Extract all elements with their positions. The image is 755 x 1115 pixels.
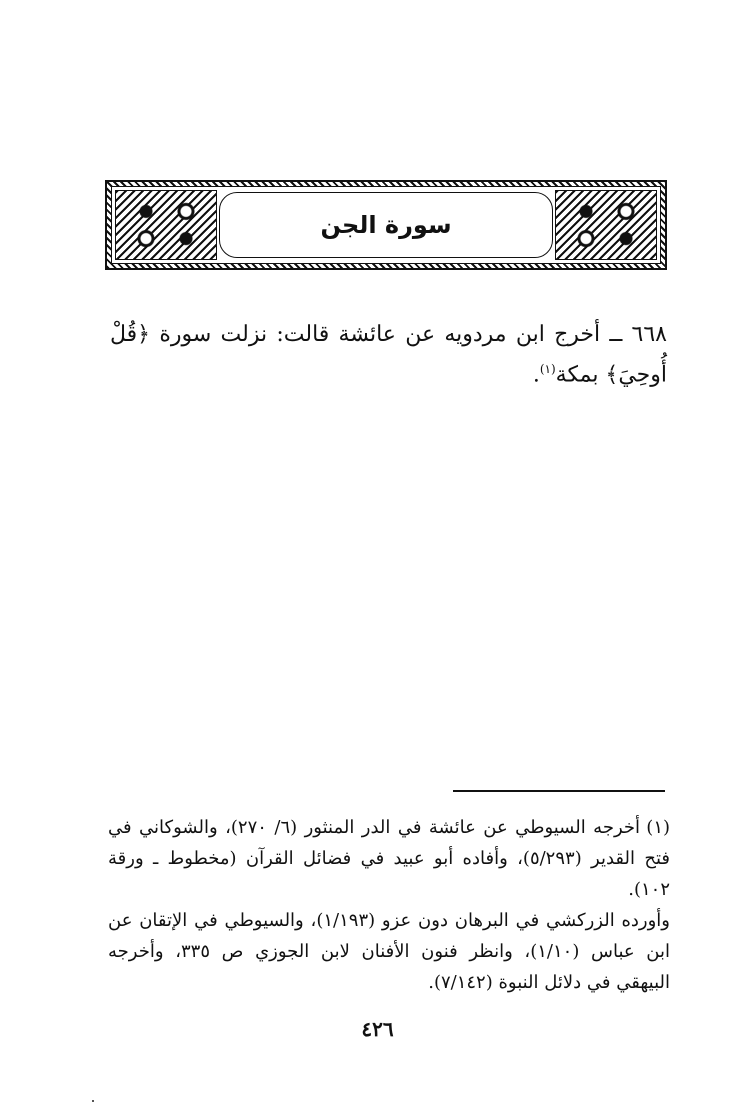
- footnote-separator: [453, 790, 665, 792]
- footnote-line-3: وأخرجه البيهقي في دلائل النبوة (٧/١٤٢).: [108, 941, 670, 993]
- surah-header-ornament: [105, 180, 667, 270]
- surah-title: سورة الجن: [320, 211, 452, 239]
- footnote-number: (١): [646, 817, 671, 838]
- footnote-continuation-1: [108, 905, 670, 998]
- hadith-end-punct: .: [532, 362, 540, 388]
- right-arabesque-ornament: [555, 190, 657, 260]
- footnote-reference: (١): [539, 362, 556, 376]
- footnote-line-2: وأورده الزركشي في البرهان دون عزو (١/١٩٣)، والسيوطي في الإتقان عن ابن عباس (١/١٠)، وانظر فنون الأفنان لابن الجوزي ص ٣٣٥،: [108, 910, 671, 962]
- footnote-1: [108, 812, 670, 905]
- footnotes-section: [108, 812, 670, 998]
- surah-title-box: [219, 192, 553, 258]
- scan-speck: [92, 1100, 94, 1102]
- hadith-paragraph: [110, 318, 667, 392]
- left-arabesque-ornament: [115, 190, 217, 260]
- footnote-line-1: أخرجه السيوطي عن عائشة في الدر المنثور (٦/ ٢٧٠)، والشوكاني في فتح القدير (٥/٢٩٣)، وأفاده أبو عبيد في فضائل القرآن (مخطوط ـ ورقة ١٠٢).: [108, 817, 670, 900]
- hadith-text: ٦٦٨ ــ أخرج ابن مردويه عن عائشة قالت: نزلت سورة ﴿قُلْ أُوحِيَ﴾ بمكة: [110, 322, 667, 388]
- page-number: ٤٢٦: [361, 1017, 394, 1041]
